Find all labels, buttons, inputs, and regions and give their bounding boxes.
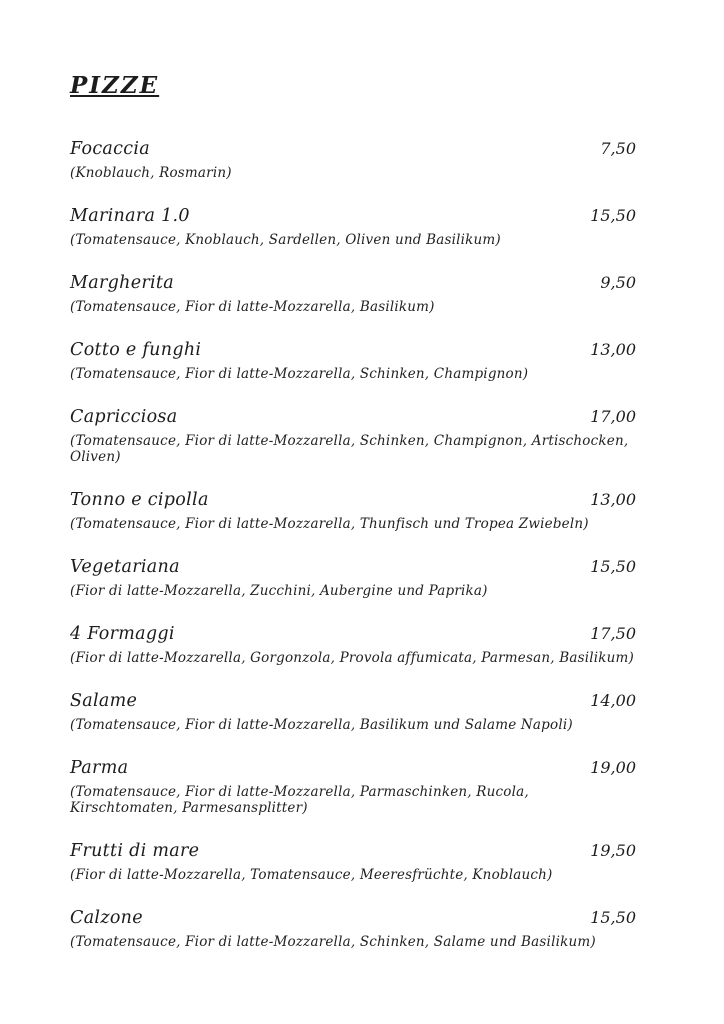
item-name: Focaccia bbox=[70, 139, 150, 159]
item-description: (Tomatensauce, Fior di latte-Mozzarella, Basilikum) bbox=[70, 299, 435, 315]
item-name: Marinara 1.0 bbox=[70, 206, 190, 226]
item-description: (Tomatensauce, Fior di latte-Mozzarella, Basilikum und Salame Napoli) bbox=[70, 717, 573, 733]
item-price: 9,50 bbox=[600, 273, 636, 292]
item-price: 13,00 bbox=[590, 490, 636, 509]
menu-item bbox=[70, 273, 636, 315]
item-name: Salame bbox=[70, 691, 138, 711]
item-price: 17,50 bbox=[590, 624, 636, 643]
item-description: (Tomatensauce, Fior di latte-Mozzarella, Parmaschinken, Rucola, Kirschtomaten, Parmesansplitter) bbox=[70, 784, 529, 816]
item-description: (Fior di latte-Mozzarella, Tomatensauce, Meeresfrüchte, Knoblauch) bbox=[70, 867, 553, 883]
item-name: Calzone bbox=[70, 908, 143, 928]
item-description: (Tomatensauce, Fior di latte-Mozzarella, Schinken, Champignon) bbox=[70, 366, 529, 382]
item-name: 4 Formaggi bbox=[70, 624, 175, 644]
item-description: (Fior di latte-Mozzarella, Gorgonzola, Provola affumicata, Parmesan, Basilikum) bbox=[70, 650, 635, 666]
menu-item bbox=[70, 139, 636, 181]
menu-item bbox=[70, 340, 636, 382]
item-row bbox=[70, 908, 636, 928]
item-row bbox=[70, 206, 636, 226]
page-title: PIZZE bbox=[70, 72, 160, 99]
menu-item bbox=[70, 407, 636, 465]
item-price: 7,50 bbox=[600, 139, 636, 158]
item-row bbox=[70, 273, 636, 293]
menu-item bbox=[70, 691, 636, 733]
item-row bbox=[70, 691, 636, 711]
item-row bbox=[70, 557, 636, 577]
item-row bbox=[70, 139, 636, 159]
item-price: 13,00 bbox=[590, 340, 636, 359]
item-description: (Tomatensauce, Knoblauch, Sardellen, Oliven und Basilikum) bbox=[70, 232, 501, 248]
item-row bbox=[70, 758, 636, 778]
item-price: 15,50 bbox=[590, 908, 636, 927]
item-price: 15,50 bbox=[590, 557, 636, 576]
menu-item bbox=[70, 758, 636, 816]
item-description: (Knoblauch, Rosmarin) bbox=[70, 165, 232, 181]
menu-item bbox=[70, 841, 636, 883]
item-row bbox=[70, 841, 636, 861]
item-description: (Tomatensauce, Fior di latte-Mozzarella, Schinken, Salame und Basilikum) bbox=[70, 934, 596, 950]
item-description: (Tomatensauce, Fior di latte-Mozzarella, Thunfisch und Tropea Zwiebeln) bbox=[70, 516, 589, 532]
item-name: Tonno e cipolla bbox=[70, 490, 209, 510]
item-row bbox=[70, 490, 636, 510]
item-name: Vegetariana bbox=[70, 557, 180, 577]
item-name: Margherita bbox=[70, 273, 174, 293]
item-name: Frutti di mare bbox=[70, 841, 200, 861]
item-name: Cotto e funghi bbox=[70, 340, 202, 360]
item-price: 14,00 bbox=[590, 691, 636, 710]
menu-item bbox=[70, 557, 636, 599]
menu-item bbox=[70, 206, 636, 248]
item-price: 17,00 bbox=[590, 407, 636, 426]
item-row bbox=[70, 624, 636, 644]
menu-item bbox=[70, 490, 636, 532]
item-row bbox=[70, 340, 636, 360]
item-description: (Fior di latte-Mozzarella, Zucchini, Aubergine und Paprika) bbox=[70, 583, 488, 599]
menu-item bbox=[70, 624, 636, 666]
menu-item bbox=[70, 908, 636, 950]
item-name: Capricciosa bbox=[70, 407, 178, 427]
item-description: (Tomatensauce, Fior di latte-Mozzarella, Schinken, Champignon, Artischocken, Oliven) bbox=[70, 433, 629, 465]
item-price: 19,00 bbox=[590, 758, 636, 777]
item-price: 15,50 bbox=[590, 206, 636, 225]
item-price: 19,50 bbox=[590, 841, 636, 860]
item-row bbox=[70, 407, 636, 427]
item-name: Parma bbox=[70, 758, 129, 778]
